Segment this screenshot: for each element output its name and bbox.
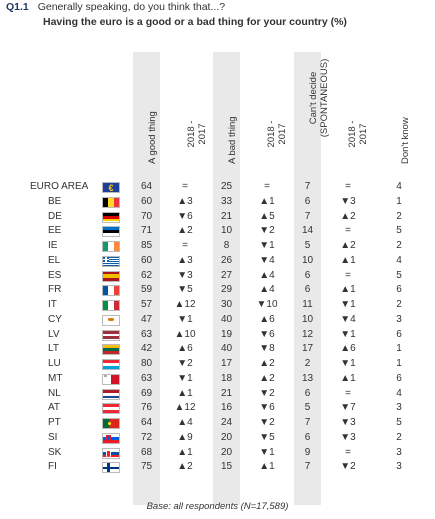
country-label: IT (48, 299, 57, 310)
cant-value: 5 (304, 402, 311, 414)
good-change: ▲2 (177, 461, 193, 473)
country-label: EE (48, 225, 62, 237)
question-title: Having the euro is a good or a bad thing for your country (%) (43, 16, 347, 28)
bad-change: ▲6 (259, 313, 275, 325)
bad-value: 20 (220, 431, 233, 443)
dont-know-value: 6 (396, 328, 402, 340)
dont-know-value: 4 (396, 181, 402, 192)
table-row (0, 401, 435, 416)
si-flag-icon (102, 433, 120, 444)
bad-change: ▼5 (259, 431, 275, 443)
cant-change: ▲1 (340, 284, 356, 296)
header-bad-label: A bad thing (227, 116, 238, 164)
country-label: SK (48, 446, 62, 458)
bad-value: 33 (220, 195, 233, 207)
country-label: IE (48, 240, 58, 251)
cant-change: = (345, 181, 351, 192)
dont-know-value: 2 (396, 210, 402, 222)
lu-flag-icon (102, 359, 120, 370)
table-row (0, 387, 435, 402)
good-change: ▲6 (177, 343, 193, 355)
cant-change: ▲1 (340, 254, 356, 266)
cant-value: 7 (304, 210, 311, 222)
header-good (136, 60, 158, 175)
good-value: 63 (140, 328, 153, 340)
good-value: 42 (140, 343, 153, 355)
dont-know-value: 5 (396, 417, 402, 428)
good-value: 70 (140, 210, 153, 222)
good-change: ▲4 (177, 417, 193, 428)
cant-value: 11 (302, 299, 313, 310)
good-change: ▲9 (177, 431, 193, 443)
bad-change: ▼2 (259, 387, 275, 399)
question-number: Q1.1 (6, 1, 29, 13)
cant-change: ▼2 (340, 461, 356, 473)
cy-flag-icon (102, 315, 120, 326)
el-flag-icon (102, 256, 120, 267)
table-row (0, 416, 435, 431)
bad-change: ▼8 (259, 343, 275, 355)
bad-value: 18 (220, 372, 233, 384)
cant-value: 10 (301, 254, 314, 266)
cant-change: ▲2 (340, 240, 356, 251)
good-value: 59 (140, 284, 153, 296)
table-row (0, 283, 435, 298)
header-bad (216, 60, 238, 175)
good-change: ▲12 (174, 299, 196, 310)
header-cant (294, 58, 330, 175)
bad-change: ▼4 (259, 254, 275, 266)
dont-know-value: 1 (396, 195, 402, 207)
header-good-change (173, 60, 208, 175)
good-value: 63 (140, 372, 153, 384)
pt-flag-icon (102, 418, 120, 429)
bad-value: 30 (220, 299, 233, 310)
good-change: ▼1 (177, 372, 193, 384)
header-dont-know (389, 60, 411, 175)
good-change: ▼6 (177, 210, 193, 222)
good-change: ▲10 (174, 328, 196, 340)
country-label: PT (48, 417, 61, 428)
good-value: 80 (140, 358, 153, 369)
ie-flag-icon (102, 241, 120, 252)
fi-flag-icon (102, 462, 120, 473)
country-label: SI (48, 431, 58, 443)
lt-flag-icon (102, 344, 120, 355)
bad-value: 29 (220, 284, 233, 296)
cant-change: ▼7 (340, 402, 356, 414)
good-change: ▲3 (177, 254, 193, 266)
good-value: 47 (140, 313, 153, 325)
cant-value: 6 (304, 195, 311, 207)
good-value: 64 (140, 181, 153, 192)
table-row (0, 431, 435, 446)
bad-change: ▼2 (259, 417, 275, 428)
table-row (0, 357, 435, 372)
good-value: 62 (140, 269, 153, 281)
bad-change: ▼10 (256, 299, 278, 310)
bad-value: 40 (220, 313, 233, 325)
dont-know-value: 3 (396, 446, 402, 458)
eu-flag-icon: € (102, 182, 120, 193)
dont-know-value: 2 (396, 431, 402, 443)
table-row (0, 460, 435, 475)
good-change: = (182, 240, 188, 251)
bad-change: ▼1 (259, 446, 275, 458)
cant-value: 9 (304, 446, 311, 458)
country-label: EL (48, 254, 61, 266)
country-label: AT (48, 402, 61, 414)
country-label: EURO AREA (30, 181, 89, 192)
header-bad-change-label: 2018 - 2017 (266, 120, 288, 148)
country-label: LU (48, 358, 61, 369)
dont-know-value: 6 (396, 372, 402, 384)
cant-value: 13 (301, 372, 314, 384)
table-row (0, 224, 435, 239)
header-good-change-label: 2018 - 2017 (186, 120, 208, 148)
good-value: 60 (140, 195, 153, 207)
ee-flag-icon (102, 226, 120, 237)
good-change: ▼1 (177, 313, 193, 325)
cant-value: 7 (304, 417, 311, 428)
dont-know-value: 1 (396, 343, 402, 355)
cant-change: = (345, 387, 351, 399)
cant-change: ▼3 (340, 431, 356, 443)
cant-change: ▼3 (340, 417, 356, 428)
sk-flag-icon (102, 448, 120, 459)
cant-change: ▼4 (340, 313, 356, 325)
header-dont-know-label: Don't know (400, 117, 411, 164)
cant-value: 12 (301, 328, 314, 340)
country-label: LT (48, 343, 59, 355)
cant-value: 6 (304, 387, 311, 399)
question-header (6, 1, 225, 13)
bad-value: 26 (220, 254, 233, 266)
bad-value: 20 (220, 446, 233, 458)
question-intro: Generally speaking, do you think that...? (37, 1, 226, 13)
good-change: ▲2 (177, 225, 193, 237)
bad-value: 10 (220, 225, 233, 237)
country-label: BE (48, 195, 62, 207)
good-change: ▲1 (177, 387, 193, 399)
cant-change: ▼1 (340, 328, 356, 340)
bad-value: 40 (220, 343, 233, 355)
good-change: ▲12 (174, 402, 196, 414)
good-value: 72 (140, 431, 153, 443)
dont-know-value: 3 (396, 402, 402, 414)
good-value: 75 (140, 461, 153, 473)
good-value: 85 (140, 240, 153, 251)
fr-flag-icon (102, 285, 120, 296)
good-change: ▼2 (177, 358, 193, 369)
table-row (0, 269, 435, 284)
bad-change: ▲4 (259, 284, 275, 296)
cant-change: = (345, 225, 351, 237)
bad-value: 19 (220, 328, 233, 340)
country-label: DE (48, 210, 62, 222)
cant-value: 14 (301, 225, 314, 237)
country-label: ES (48, 269, 62, 281)
good-change: ▲1 (177, 446, 193, 458)
dont-know-value: 4 (396, 254, 402, 266)
header-bad-change (253, 60, 288, 175)
table-row (0, 372, 435, 387)
cant-value: 17 (301, 343, 314, 355)
cant-value: 2 (304, 358, 311, 369)
dont-know-value: 2 (396, 299, 402, 310)
bad-change: ▲1 (259, 461, 275, 473)
good-change: ▼5 (177, 284, 193, 296)
table-row (0, 446, 435, 461)
good-value: 64 (140, 417, 153, 428)
table-row (0, 180, 435, 195)
nl-flag-icon (102, 389, 120, 400)
es-flag-icon (102, 271, 120, 282)
table-row (0, 210, 435, 225)
bad-change: ▲4 (259, 269, 275, 281)
dont-know-value: 5 (396, 269, 402, 281)
country-label: LV (48, 328, 60, 340)
de-flag-icon (102, 212, 120, 223)
good-value: 76 (140, 402, 153, 414)
country-label: FI (48, 461, 57, 473)
header-cant-change (334, 60, 369, 175)
cant-change: ▲6 (340, 343, 356, 355)
bad-value: 15 (220, 461, 233, 473)
table-row (0, 239, 435, 254)
bad-change: ▼1 (259, 240, 275, 251)
country-label: MT (48, 372, 63, 384)
good-value: 57 (140, 299, 153, 310)
table-row (0, 342, 435, 357)
cant-change: ▲1 (340, 372, 356, 384)
cant-change: ▼1 (340, 299, 356, 310)
base-note: Base: all respondents (N=17,589) (146, 501, 289, 512)
dont-know-value: 1 (396, 358, 402, 369)
bad-change: ▲1 (259, 195, 275, 207)
bad-change: = (264, 181, 270, 192)
bad-change: ▲5 (259, 210, 275, 222)
dont-know-value: 3 (396, 313, 402, 325)
cant-change: ▼1 (340, 358, 356, 369)
it-flag-icon (102, 300, 120, 311)
cant-value: 7 (304, 181, 311, 192)
lv-flag-icon (102, 330, 120, 341)
cant-change: = (345, 269, 351, 281)
be-flag-icon (102, 197, 120, 208)
country-label: NL (48, 387, 61, 399)
bad-change: ▲2 (259, 358, 275, 369)
at-flag-icon (102, 403, 120, 414)
table-row (0, 298, 435, 313)
dont-know-value: 5 (396, 225, 402, 237)
good-value: 69 (140, 387, 153, 399)
bad-change: ▲2 (259, 372, 275, 384)
dont-know-value: 4 (396, 387, 402, 399)
good-value: 68 (140, 446, 153, 458)
good-change: ▲3 (177, 195, 193, 207)
table-row (0, 254, 435, 269)
bad-value: 21 (220, 387, 233, 399)
bad-value: 21 (220, 210, 233, 222)
table-row (0, 195, 435, 210)
cant-value: 6 (304, 284, 311, 296)
good-change: = (182, 181, 188, 192)
cant-change: ▲2 (340, 210, 356, 222)
bad-change: ▼2 (259, 225, 275, 237)
bad-value: 16 (220, 402, 233, 414)
good-change: ▼3 (177, 269, 193, 281)
header-good-label: A good thing (147, 111, 158, 164)
good-value: 60 (140, 254, 153, 266)
cant-value: 5 (304, 240, 311, 251)
country-label: FR (48, 284, 62, 296)
mt-flag-icon (102, 374, 120, 385)
cant-value: 7 (304, 461, 311, 473)
cant-change: ▼3 (340, 195, 356, 207)
header-cant-label: Can't decide (SPONTANEOUS) (308, 58, 330, 138)
table-row (0, 313, 435, 328)
cant-value: 6 (304, 431, 311, 443)
cant-value: 6 (304, 269, 311, 281)
bad-value: 24 (220, 417, 233, 428)
bad-value: 25 (220, 181, 233, 192)
dont-know-value: 2 (396, 240, 402, 251)
bad-change: ▼6 (259, 328, 275, 340)
table-row (0, 328, 435, 343)
country-label: CY (48, 313, 62, 325)
cant-change: = (345, 446, 351, 458)
dont-know-value: 3 (396, 461, 402, 473)
bad-value: 8 (223, 240, 230, 251)
dont-know-value: 6 (396, 284, 402, 296)
good-value: 71 (140, 225, 153, 237)
bad-value: 27 (220, 269, 233, 281)
bad-change: ▼6 (259, 402, 275, 414)
bad-value: 17 (220, 358, 233, 369)
header-cant-change-label: 2018 - 2017 (347, 120, 369, 148)
cant-value: 10 (301, 313, 314, 325)
